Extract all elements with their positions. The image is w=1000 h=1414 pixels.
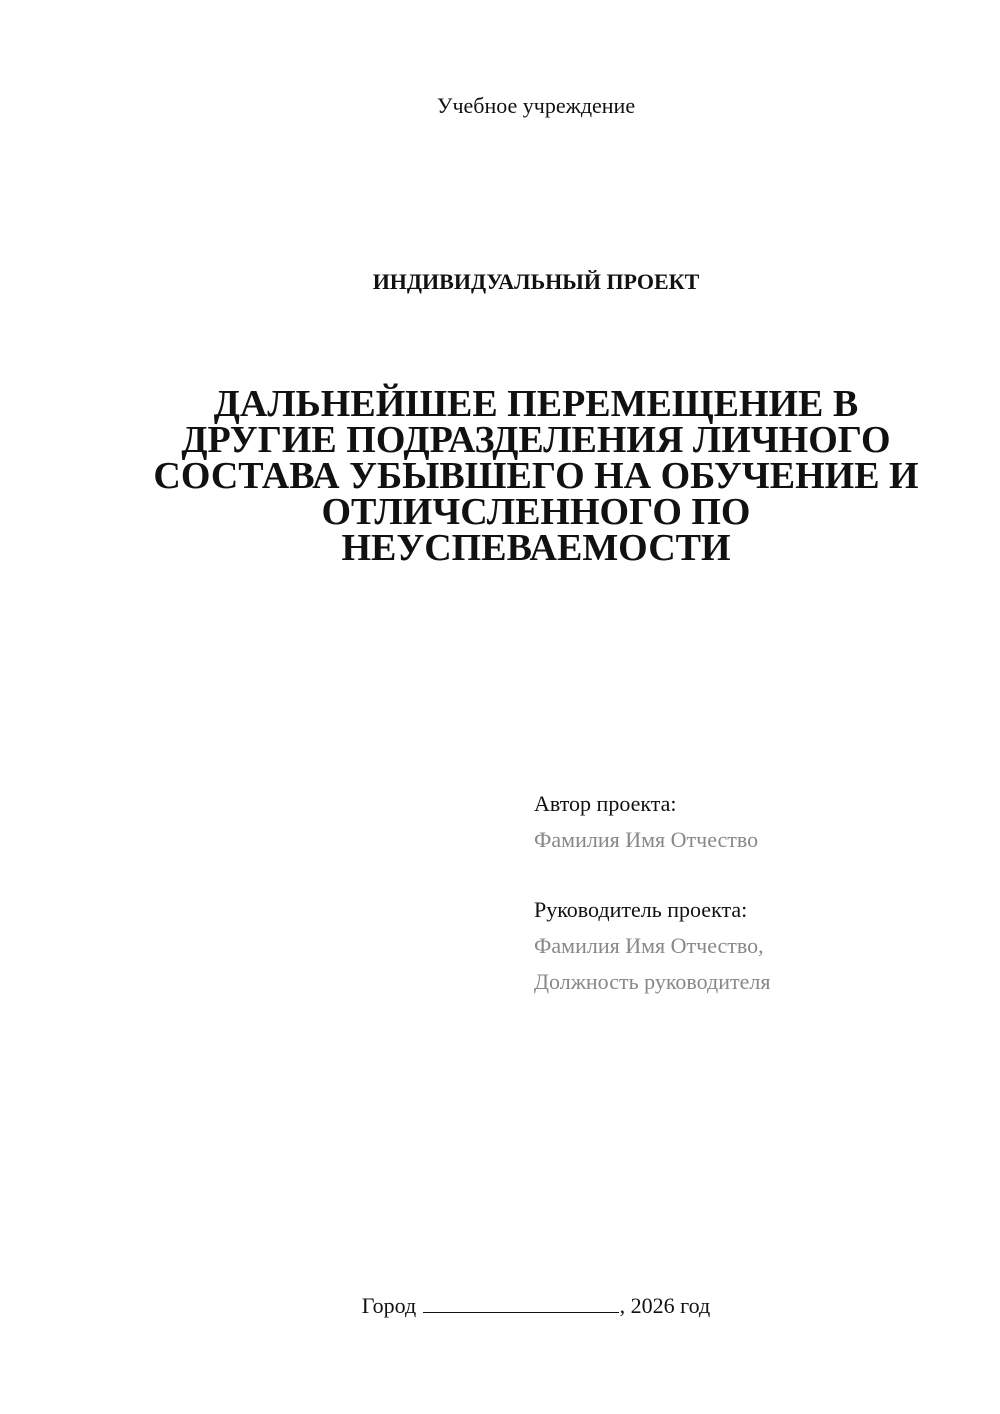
supervisor-name: Фамилия Имя Отчество, [534,933,764,958]
title-line: ОТЛИЧСЛЕННОГО ПО [321,491,751,533]
project-title [140,383,932,569]
supervisor-block [534,892,974,1000]
city-blank-line [423,1292,619,1313]
footer-city-year [0,1292,1000,1320]
project-type: ИНДИВИДУАЛЬНЫЙ ПРОЕКТ [372,269,700,294]
title-line: НЕУСПЕВАЕМОСТИ [341,527,731,569]
title-line: ДАЛЬНЕЙШЕЕ ПЕРЕМЕЩЕНИЕ В [213,383,859,425]
supervisor-position: Должность руководителя [534,969,771,994]
supervisor-label: Руководитель проекта: [534,897,748,922]
author-name: Фамилия Имя Отчество [534,827,759,852]
title-line: СОСТАВА УБЫВШЕГО НА ОБУЧЕНИЕ И [153,455,919,497]
year-label: , 2026 год [619,1293,711,1318]
author-label: Автор проекта: [534,791,677,816]
institution-name: Учебное учреждение [436,93,636,118]
title-line: ДРУГИЕ ПОДРАЗДЕЛЕНИЯ ЛИЧНОГО [181,419,891,461]
city-label: Город [361,1293,417,1318]
author-block [534,786,974,858]
